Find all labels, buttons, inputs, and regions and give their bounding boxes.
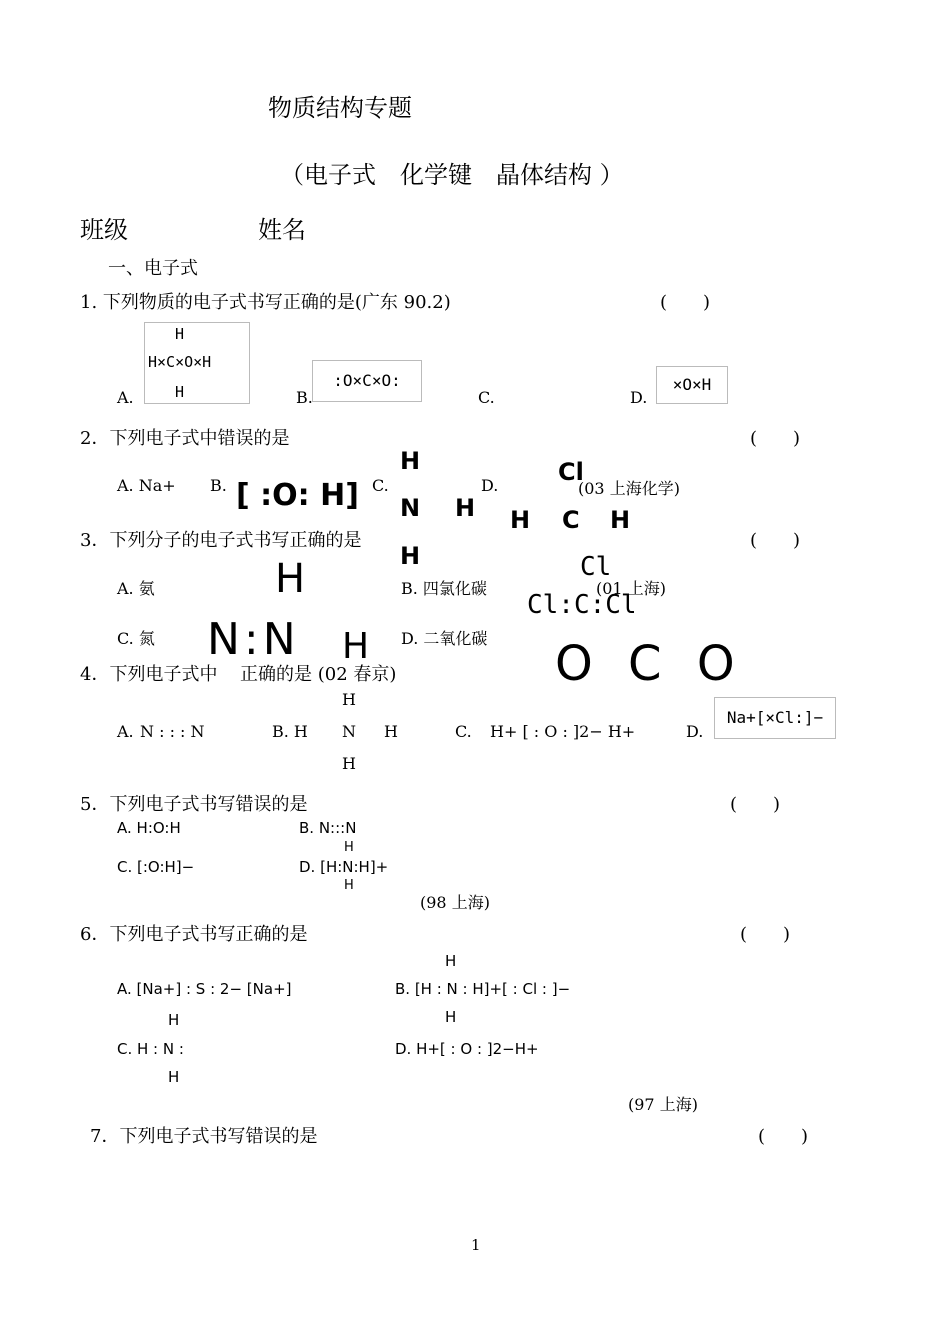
- page-subtitle: （电子式 化学键 晶体结构 ）: [280, 161, 624, 189]
- answer-blank-3: ( ): [750, 530, 801, 551]
- q6-c-h-bottom: H: [168, 1068, 180, 1086]
- q4-b-n: N: [342, 722, 356, 741]
- answer-blank-6: ( ): [740, 924, 791, 945]
- q2-option-b-formula: [ :O: H]: [236, 478, 359, 513]
- q6-b-h-top: H: [445, 952, 457, 970]
- q6-source: (97 上海): [628, 1095, 698, 1114]
- q4-option-a-label: A.: [117, 722, 134, 741]
- q3-option-a: A. 氨: [117, 579, 155, 598]
- q2-option-b-label: B.: [210, 476, 227, 495]
- q2-c-h-bottom: H: [400, 542, 421, 570]
- q2-option-a: A. Na+: [117, 476, 176, 495]
- q5-d-h-bottom: H: [344, 878, 354, 893]
- q4-option-c-label: C.: [455, 722, 472, 741]
- q2-d-c: C: [562, 506, 580, 534]
- q4-b-h-bottom: H: [342, 754, 356, 773]
- question-1-text: 1. 下列物质的电子式书写正确的是(广东 90.2): [80, 292, 451, 313]
- q4-b-h-top: H: [342, 690, 356, 709]
- q4-b-h-right: H: [384, 722, 398, 741]
- q1-option-d-label: D.: [630, 388, 648, 407]
- q4-option-d-label: D.: [686, 722, 704, 741]
- q5-option-d: D. [H:N:H]+: [299, 858, 389, 876]
- question-6-text: 6．下列电子式书写正确的是: [80, 924, 308, 945]
- answer-blank-7: ( ): [758, 1126, 809, 1147]
- q3-a-h-top: H: [275, 556, 306, 602]
- q5-option-a: A. H:O:H: [117, 819, 181, 837]
- q4-option-b-label: B. H: [272, 722, 308, 741]
- answer-blank-2: ( ): [750, 428, 801, 449]
- q4-option-c-formula: H+ [ : O : ]2− H+: [490, 722, 636, 741]
- q4-option-a-formula: N : : : N: [140, 722, 205, 741]
- q2-c-n: N: [400, 494, 421, 522]
- name-label: 姓名: [258, 216, 306, 244]
- page-title: 物质结构专题: [268, 94, 412, 122]
- q3-b-row: Cl:C:Cl: [527, 590, 637, 620]
- q3-d-co2: O C O: [555, 636, 745, 692]
- q1-option-a-formula: H H×C×O×H H: [144, 322, 250, 404]
- question-4-text: 4．下列电子式中: [80, 664, 218, 685]
- q6-option-b: B. [H : N : H]+[ : Cl : ]−: [395, 980, 571, 998]
- q5-source: (98 上海): [420, 893, 490, 912]
- q3-option-b: B. 四氯化碳: [401, 579, 487, 598]
- section-heading: 一、电子式: [108, 258, 198, 279]
- q3-option-d: D. 二氧化碳: [401, 629, 488, 648]
- q6-option-d: D. H+[ : O : ]2−H+: [395, 1040, 539, 1058]
- q2-d-h-left: H: [510, 506, 531, 534]
- question-2-text: 2．下列电子式中错误的是: [80, 428, 290, 449]
- q2-d-h-right: H: [610, 506, 631, 534]
- q2-d-cl: Cl: [558, 458, 584, 486]
- q6-b-h-bottom: H: [445, 1008, 457, 1026]
- q1-option-c-label: C.: [478, 388, 495, 407]
- q2-source: (03 上海化学): [578, 479, 680, 498]
- answer-blank-5: ( ): [730, 794, 781, 815]
- q1-option-a-label: A.: [117, 388, 134, 407]
- q6-option-c: C. H : N :: [117, 1040, 184, 1058]
- q2-option-c-label: C.: [372, 476, 389, 495]
- question-5-text: 5．下列电子式书写错误的是: [80, 794, 308, 815]
- q6-c-h-top: H: [168, 1011, 180, 1029]
- q3-b-cl-top: Cl: [580, 552, 612, 582]
- q2-option-d-label: D.: [481, 476, 499, 495]
- q3-option-c: C. 氮: [117, 629, 155, 648]
- q1-option-d-formula: ×O×H: [656, 366, 728, 404]
- q3-source: (01 上海): [596, 579, 666, 598]
- q2-c-h-top: H: [400, 447, 421, 475]
- page-number: 1: [471, 1236, 481, 1254]
- q1-option-b-label: B.: [296, 388, 313, 407]
- class-label: 班级: [80, 216, 128, 244]
- question-4-text-2: 正确的是 (02 春京): [240, 664, 397, 685]
- answer-blank-1: ( ): [660, 292, 711, 313]
- q3-c-n-n: N:N: [207, 614, 300, 665]
- q5-option-b: B. N:::N: [299, 819, 357, 837]
- q1-option-b-formula: :O×C×O:: [312, 360, 422, 402]
- q6-option-a: A. [Na+] : S : 2− [Na+]: [117, 980, 292, 998]
- q5-d-h-top: H: [344, 840, 354, 855]
- question-7-text: 7．下列电子式书写错误的是: [90, 1126, 318, 1147]
- q2-c-h-right: H: [455, 494, 476, 522]
- q4-option-d-formula: Na+[×Cl:]−: [714, 697, 836, 739]
- q5-option-c: C. [:O:H]−: [117, 858, 195, 876]
- q3-c-h: H: [342, 626, 370, 667]
- question-3-text: 3．下列分子的电子式书写正确的是: [80, 530, 362, 551]
